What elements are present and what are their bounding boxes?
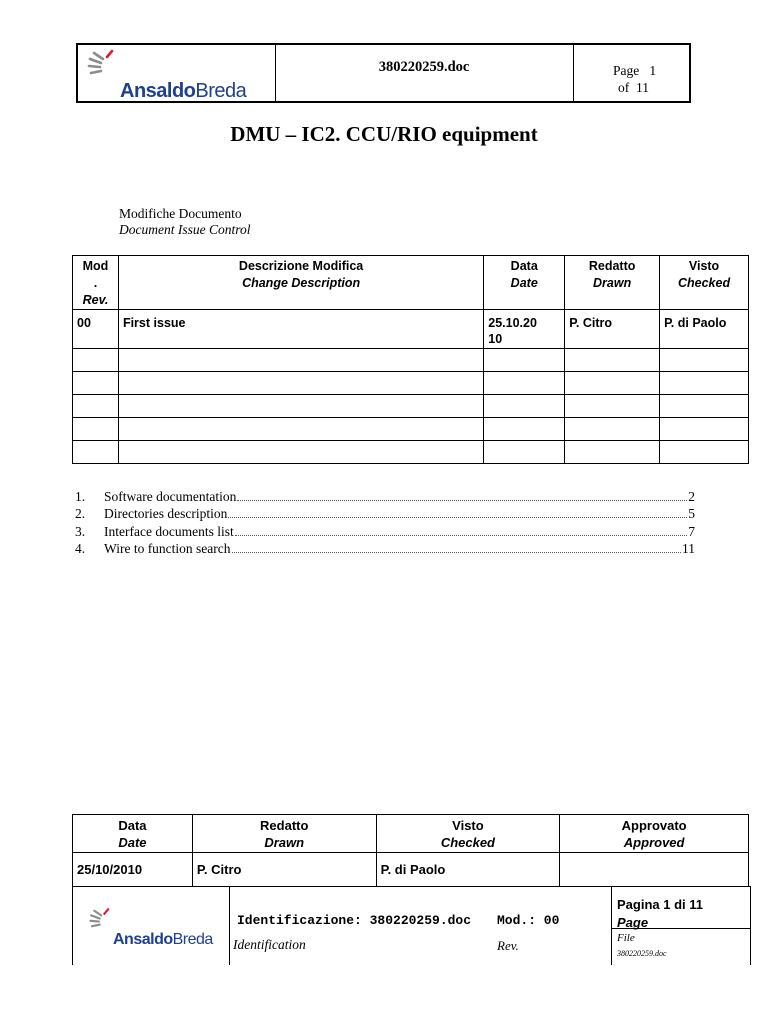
table-row: [73, 372, 749, 395]
footer-header-row: [73, 815, 749, 853]
footer-col-approved-it: Approvato: [621, 818, 687, 833]
pagina-label: Pagina 1 di 11: [617, 897, 703, 912]
table-of-contents: [75, 488, 695, 557]
toc-number: 3.: [75, 523, 86, 539]
identification-label-en: Identification: [233, 937, 306, 952]
col-mod: [73, 256, 119, 310]
file-cell: [611, 929, 750, 965]
footer-col-drawn-it: Redatto: [260, 818, 309, 833]
file-label: File: [617, 932, 635, 944]
toc-leader: [228, 505, 687, 518]
toc-entry[interactable]: [75, 523, 695, 540]
table-row: [73, 349, 749, 372]
col-mod-it: Mod .: [82, 259, 109, 290]
col-drawn: [565, 256, 660, 310]
footer-approved: [560, 853, 749, 887]
issue-header-row: [73, 256, 749, 310]
modifiche-label: Modifiche Documento: [119, 206, 242, 221]
toc-leader: [232, 540, 681, 553]
footer-drawn: P. Citro: [192, 853, 376, 887]
footer-col-approved-en: Approved: [623, 835, 685, 850]
table-cell: [565, 395, 660, 418]
table-cell: [73, 372, 119, 395]
footer-col-checked: [376, 815, 560, 853]
footer-col-date-it: Data: [118, 818, 147, 833]
page-label-en: Page: [617, 915, 649, 930]
table-row: [73, 395, 749, 418]
table-cell: [118, 418, 483, 441]
table-cell: [565, 372, 660, 395]
rev-label-en: Rev.: [497, 938, 519, 953]
footer-col-date: [73, 815, 193, 853]
col-description: [118, 256, 483, 310]
table-cell: [565, 441, 660, 464]
toc-page: 5: [688, 506, 695, 522]
table-row: [73, 418, 749, 441]
ansaldobreda-logo-icon: [82, 45, 126, 85]
cell-checked: P. di Paolo: [660, 310, 749, 349]
toc-title[interactable]: Interface documents list: [104, 523, 234, 539]
table-cell: [118, 372, 483, 395]
table-cell: [660, 441, 749, 464]
toc-title[interactable]: Directories description: [104, 506, 228, 522]
toc-number: 2.: [75, 506, 86, 522]
footer-col-date-en: Date: [118, 835, 147, 850]
table-cell: [73, 395, 119, 418]
table-cell: [484, 441, 565, 464]
cell-date: 25.10.20 10: [484, 310, 565, 349]
col-drawn-it: Redatto: [588, 259, 636, 273]
col-date-it: Data: [510, 259, 538, 273]
col-date-en: Date: [510, 276, 538, 290]
footer-col-checked-en: Checked: [440, 835, 496, 850]
toc-leader: [237, 488, 687, 501]
footer-values-row: [73, 853, 749, 887]
toc-entry[interactable]: [75, 540, 695, 557]
table-row: [73, 441, 749, 464]
identification-cell: [229, 887, 612, 965]
toc-number: 4.: [75, 540, 86, 556]
footer-logo: [73, 887, 230, 965]
file-name: 380220259.doc: [617, 949, 667, 958]
table-cell: [565, 349, 660, 372]
page-total: of 11: [618, 80, 649, 95]
footer-col-drawn: [192, 815, 376, 853]
table-cell: [484, 418, 565, 441]
toc-page: 7: [688, 523, 695, 539]
col-checked: [660, 256, 749, 310]
col-mod-en: Rev.: [82, 293, 109, 307]
table-cell: [484, 395, 565, 418]
footer-col-drawn-en: Drawn: [264, 835, 305, 850]
document-header: [76, 43, 691, 103]
logo-wordmark: AnsaldoBreda: [120, 80, 247, 102]
issue-control-label: Document Issue Control: [119, 222, 251, 237]
page-count-cell: [573, 45, 689, 101]
table-row: [73, 310, 749, 349]
table-cell: [660, 418, 749, 441]
table-cell: [565, 418, 660, 441]
footer-approval-table: [72, 814, 749, 887]
col-date: [484, 256, 565, 310]
table-cell: [484, 349, 565, 372]
cell-drawn: P. Citro: [565, 310, 660, 349]
table-cell: [73, 349, 119, 372]
footer-col-checked-it: Visto: [452, 818, 484, 833]
col-description-it: Descrizione Modifica: [238, 259, 364, 273]
mod-label: Mod.: 00: [497, 913, 560, 928]
footer-date: 25/10/2010: [73, 853, 193, 887]
table-cell: [660, 395, 749, 418]
col-drawn-en: Drawn: [593, 276, 632, 290]
table-cell: [118, 349, 483, 372]
cell-rev: 00: [73, 310, 119, 349]
col-checked-en: Checked: [677, 276, 731, 290]
footer-checked: P. di Paolo: [376, 853, 560, 887]
toc-page: 11: [682, 540, 695, 556]
doc-name-cell: [275, 45, 574, 101]
toc-page: 2: [688, 489, 695, 504]
doc-name: 380220259.doc: [378, 59, 470, 75]
table-cell: [118, 441, 483, 464]
cell-description: First issue: [118, 310, 483, 349]
table-cell: [660, 349, 749, 372]
toc-entry[interactable]: [75, 488, 695, 505]
toc-number: 1.: [75, 489, 86, 504]
page-number: Page 1: [613, 63, 657, 78]
toc-entry[interactable]: [75, 505, 695, 522]
table-cell: [660, 372, 749, 395]
footer-identification: [72, 886, 751, 965]
col-checked-it: Visto: [688, 259, 720, 273]
table-cell: [484, 372, 565, 395]
logo-wordmark: AnsaldoBreda: [113, 931, 213, 948]
col-description-en: Change Description: [242, 276, 361, 290]
footer-col-approved: [560, 815, 749, 853]
table-cell: [73, 418, 119, 441]
pagina-cell: [611, 887, 750, 929]
issue-control-table: [72, 255, 749, 464]
toc-title[interactable]: Wire to function search: [104, 540, 231, 556]
page-title: DMU – IC2. CCU/RIO equipment: [230, 122, 538, 146]
table-cell: [73, 441, 119, 464]
toc-leader: [235, 523, 688, 536]
header-logo: [78, 45, 276, 101]
toc-title[interactable]: Software documentation: [104, 489, 237, 504]
table-cell: [118, 395, 483, 418]
identificazione-label: Identificazione: 380220259.doc: [237, 913, 472, 928]
